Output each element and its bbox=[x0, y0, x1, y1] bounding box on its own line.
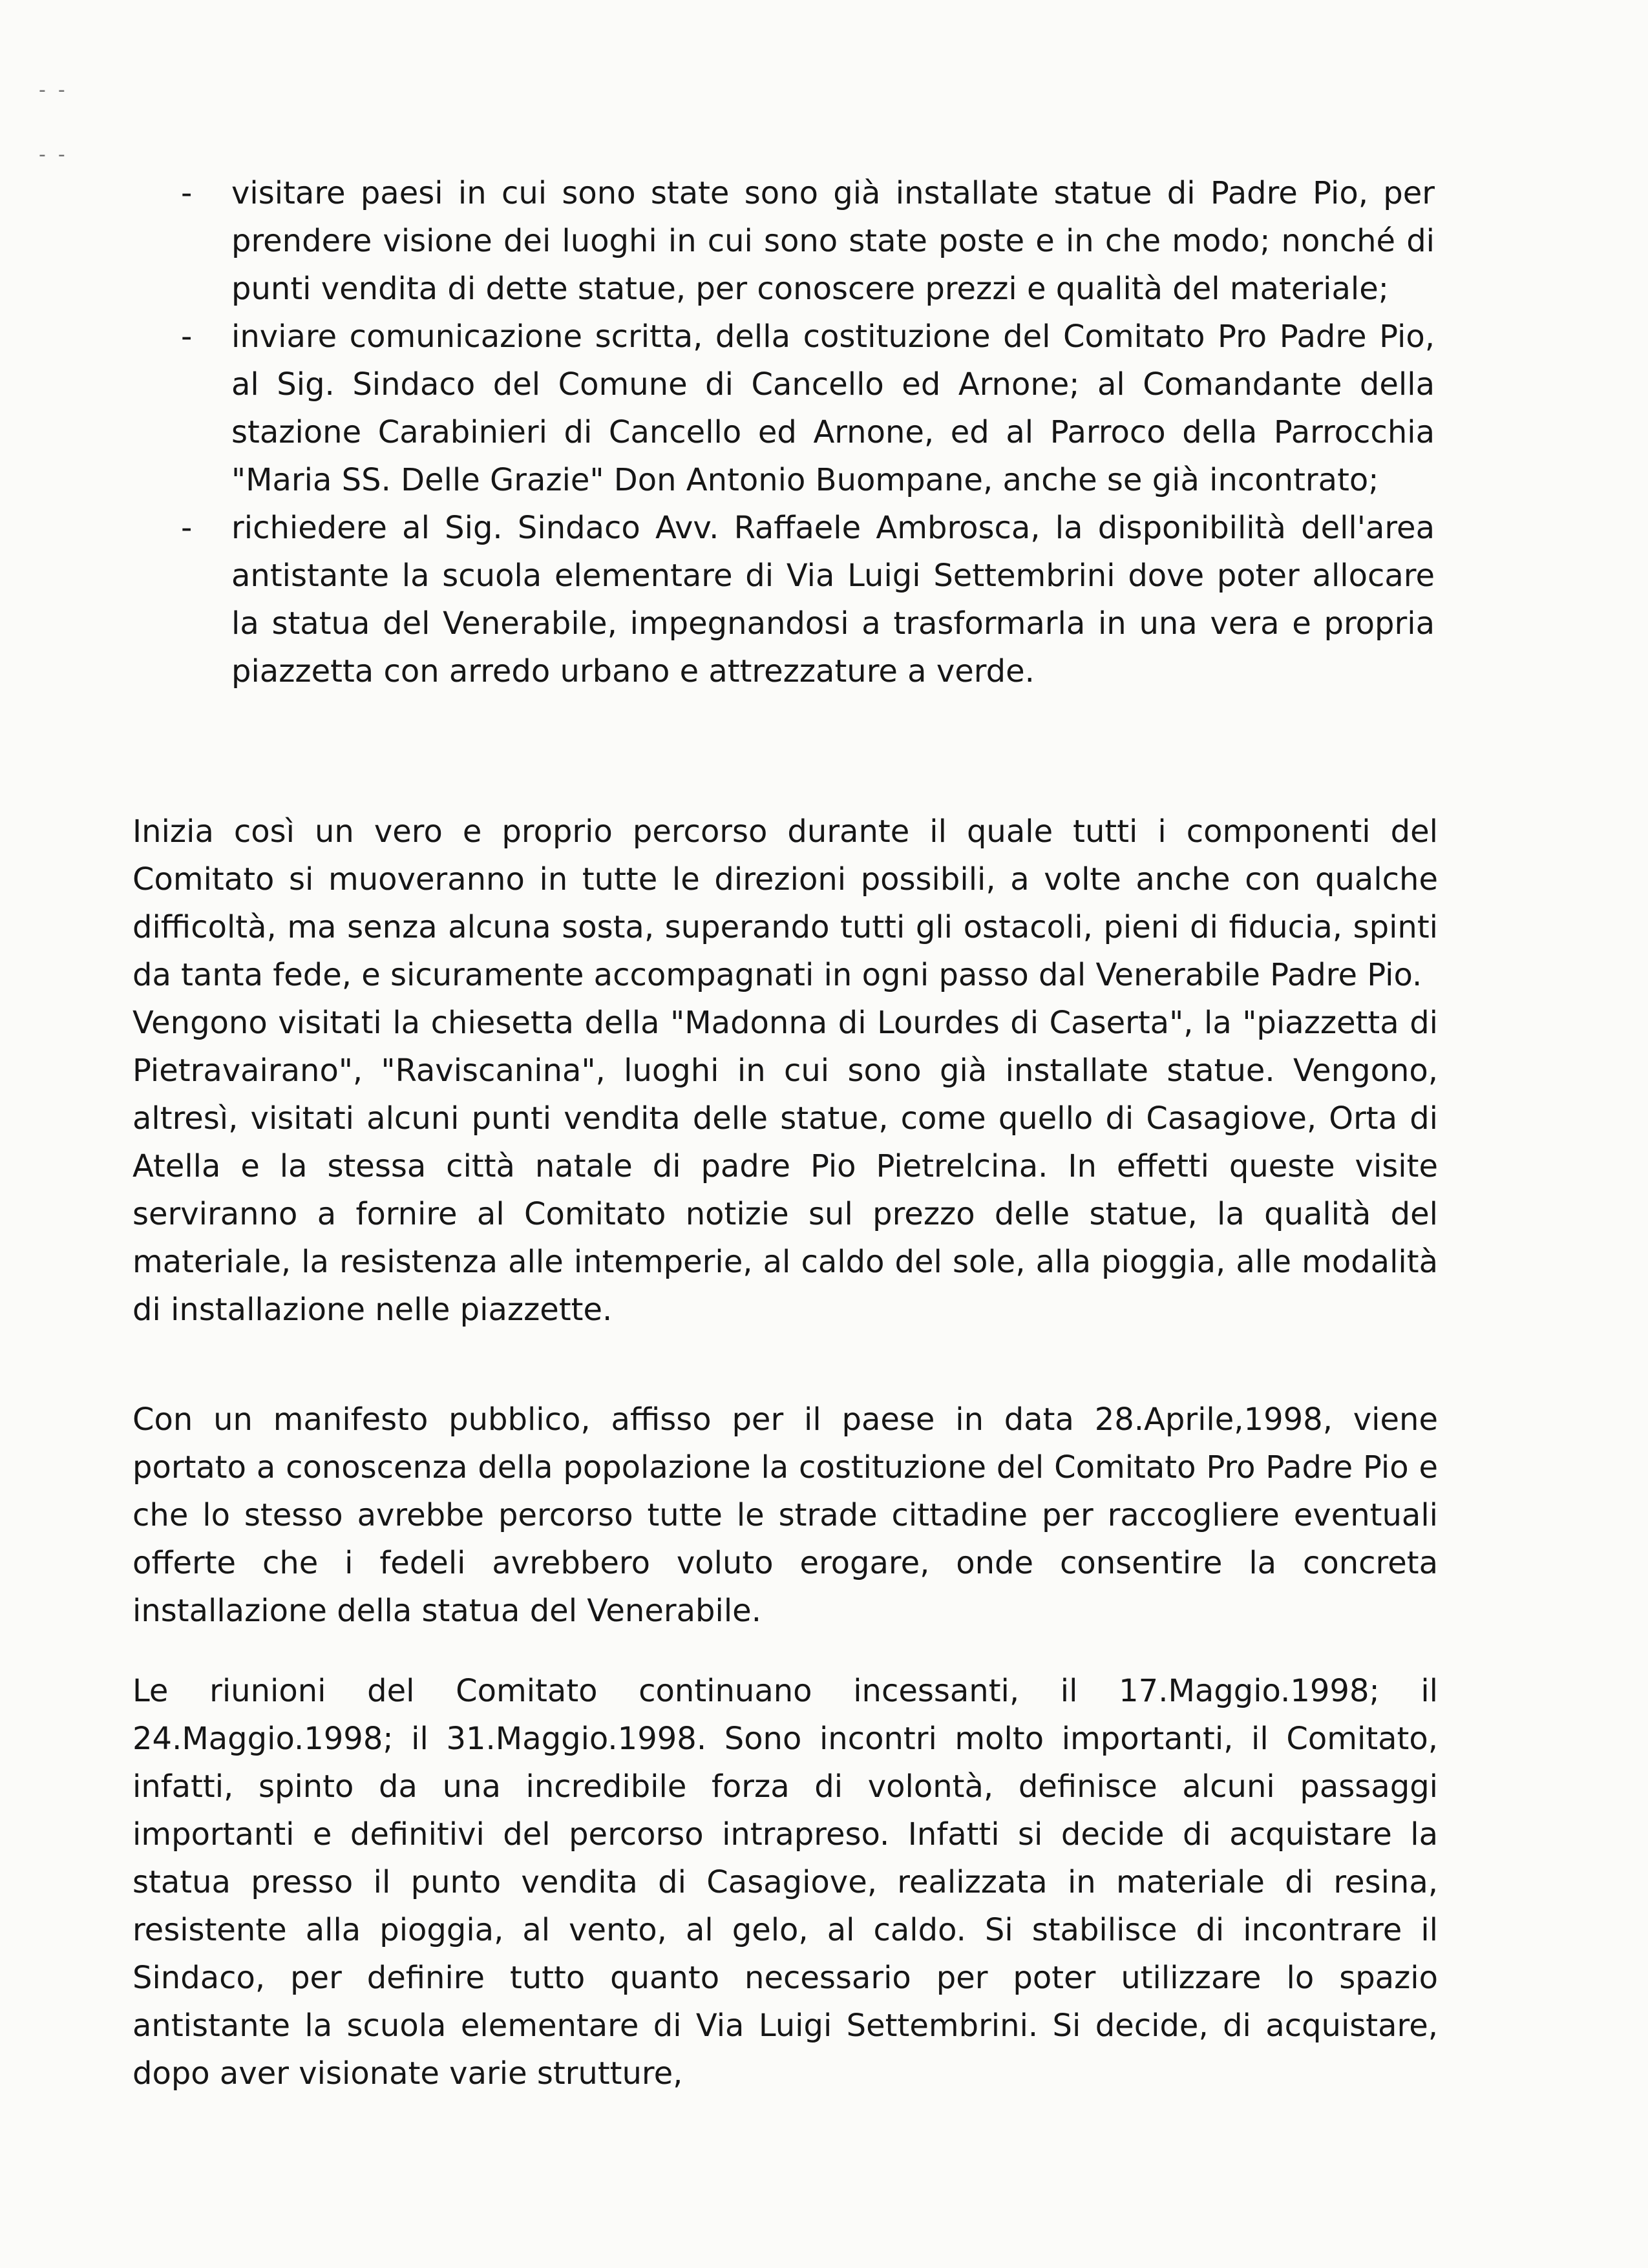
scan-marks: - - - - bbox=[39, 79, 65, 166]
paragraph-visits bbox=[132, 808, 1438, 1334]
paragraph-journey: Inizia così un vero e proprio percorso durante il quale tutti i componenti del Comitato si muoveranno in tutte le direzioni possibili, a volte anche con qualche difficoltà, ma senza alcuna sosta, superando tutti gli ostacoli, pieni di fiducia, spinti da tanta fede, e sicuramente accompagnati in ogni passo dal Venerabile Padre Pio. bbox=[132, 814, 1438, 993]
list-item-text: visitare paesi in cui sono state sono già installate statue di Padre Pio, per prendere visione dei luoghi in cui sono state poste e in che modo; nonché di punti vendita di dette statue, per conoscere prezzi e qualità del materiale; bbox=[231, 175, 1435, 307]
list-marker: - bbox=[181, 175, 193, 211]
list-item-text: inviare comunicazione scritta, della costituzione del Comitato Pro Padre Pio, al Sig. Sindaco del Comune di Cancello ed Arnone; al Comandante della stazione Carabinieri di Cancello ed Arnone, ed al Parroco della Parrocchia "Maria SS. Delle Grazie" Don Antonio Buompane, anche se già incontrato; bbox=[231, 319, 1435, 498]
paragraph-places-visited: Vengono visitati la chiesetta della "Madonna di Lourdes di Caserta", la "piazzetta di Pietravairano", "Raviscanina", luoghi in cui sono già installate statue. Vengono, altresì, visitati alcuni punti vendita delle statue, come quello di Casagiove, Orta di Atella e la stessa città natale di padre Pio Pietrelcina. In effetti queste visite serviranno a fornire al Comitato notizie sul prezzo delle statue, la qualità del materiale, la resistenza alle intemperie, al caldo del sole, alla pioggia, alle modalità di installazione nelle piazzette. bbox=[132, 1005, 1438, 1328]
list-marker: - bbox=[181, 510, 193, 546]
paragraph-meetings bbox=[132, 1667, 1438, 2097]
paragraph-text: Con un manifesto pubblico, affisso per il paese in data 28.Aprile,1998, viene portato a conoscenza della popolazione la costituzione del Comitato Pro Padre Pio e che lo stesso avrebbe percorso tutte le strade cittadine per raccogliere eventuali offerte che i fedeli avrebbero voluto erogare, onde consentire la concreta installazione della statua del Venerabile. bbox=[132, 1402, 1438, 1629]
list-item bbox=[181, 504, 1435, 695]
paragraph-manifesto bbox=[132, 1396, 1438, 1635]
list-item bbox=[181, 313, 1435, 504]
list-item bbox=[181, 169, 1435, 313]
bullet-list bbox=[181, 169, 1435, 695]
list-item-text: richiedere al Sig. Sindaco Avv. Raffaele Ambrosca, la disponibilità dell'area antistante la scuola elementare di Via Luigi Settembrini dove poter allocare la statua del Venerabile, impegnandosi a trasformarla in una vera e propria piazzetta con arredo urbano e attrezzature a verde. bbox=[231, 510, 1435, 689]
list-marker: - bbox=[181, 319, 193, 355]
paragraph-text: Le riunioni del Comitato continuano incessanti, il 17.Maggio.1998; il 24.Maggio.1998; il 31.Maggio.1998. Sono incontri molto importanti, il Comitato, infatti, spinto da una incredibile forza di volontà, definisce alcuni passaggi importanti e definitivi del percorso intrapreso. Infatti si decide di acquistare la statua presso il punto vendita di Casagiove, realizzata in materiale di resina, resistente alla pioggia, al vento, al gelo, al caldo. Si stabilisce di incontrare il Sindaco, per definire tutto quanto necessario per poter utilizzare lo spazio antistante la scuola elementare di Via Luigi Settembrini. Si decide, di acquistare, dopo aver visionate varie strutture, bbox=[132, 1673, 1438, 2092]
